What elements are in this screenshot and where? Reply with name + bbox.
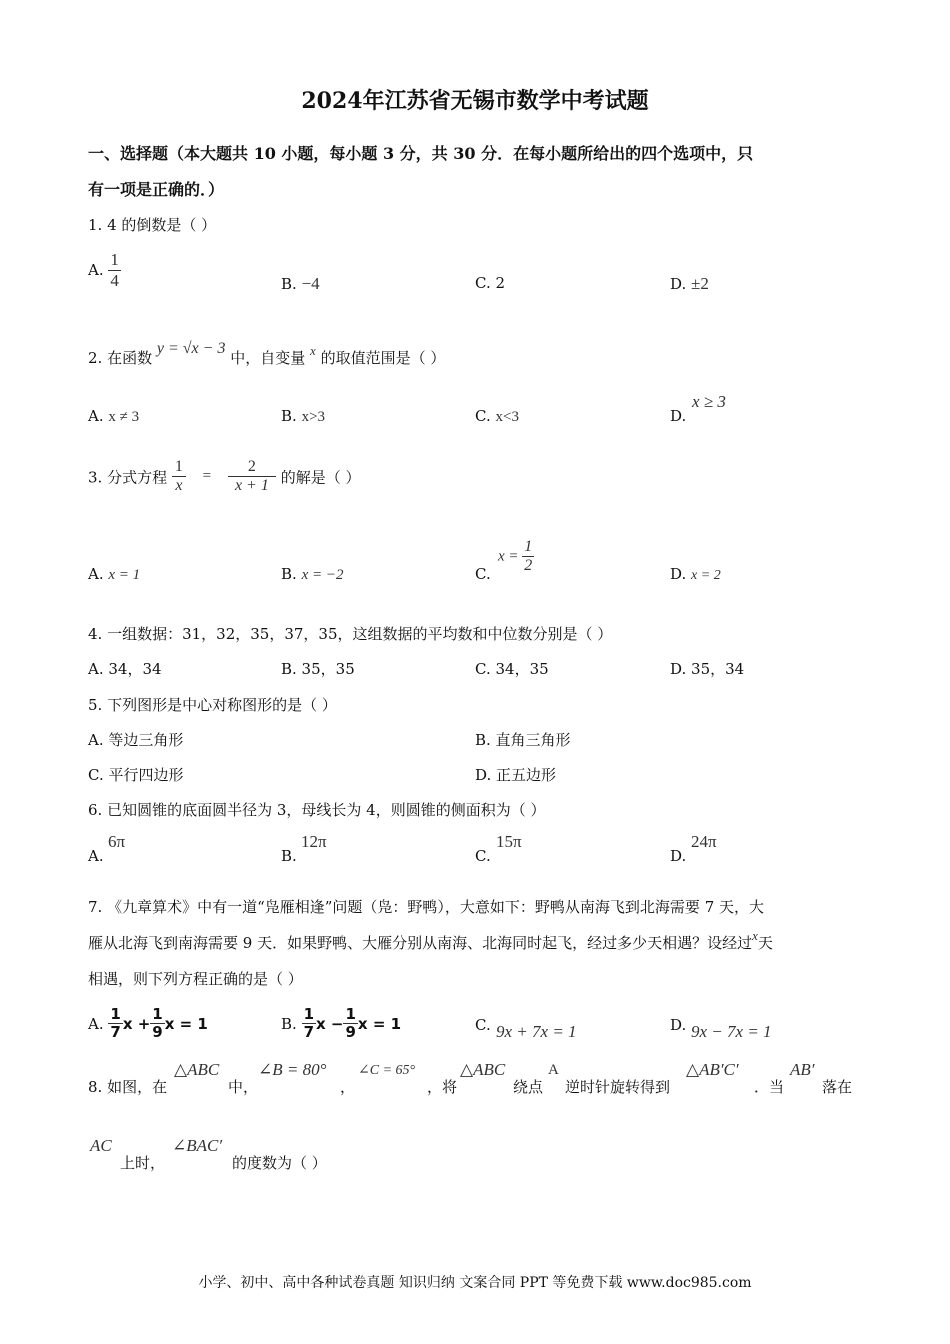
q7-option-a	[88, 1006, 208, 1042]
q8-text2: ，	[340, 1078, 356, 1096]
footer: 小学、初中、高中各种试卷真题 知识归纳 文案合同 PPT 等免费下载 www.doc985.com	[198, 1275, 752, 1291]
q2-option-a	[88, 407, 139, 426]
q7-b-den1: 7	[303, 1023, 315, 1042]
q7-option-d-label: D.	[670, 1016, 687, 1034]
q7-b-num1: 1	[303, 1005, 315, 1023]
q2-c-label: C.	[475, 407, 491, 425]
q2-b-label: B.	[281, 407, 297, 425]
q7-a-end: x = 1	[164, 1014, 208, 1033]
q7-line2-b: 天	[757, 934, 773, 952]
q7-a-den2: 9	[152, 1023, 163, 1042]
q6-stem: 6. 已知圆锥的底面圆半径为 3，母线长为 4，则圆锥的侧面积为（ ）	[88, 801, 546, 819]
q7-b-end: x = 1	[357, 1014, 402, 1033]
q8-text6: ．当	[754, 1078, 785, 1096]
q8-point-a: A	[548, 1062, 559, 1078]
q8-text7: 落在	[822, 1078, 853, 1096]
q6-option-a-label: A.	[88, 847, 104, 865]
section-heading-line1: 一、选择题（本大题共 10 小题，每小题 3 分，共 30 分．在每小题所给出的四个选项中，只	[88, 144, 754, 163]
q7-a-num2: 1	[152, 1005, 163, 1023]
q8-angle-b: ∠B = 80°	[258, 1060, 327, 1079]
q3-c-numerator: 1	[522, 538, 534, 557]
q3-lhs-denominator: x	[175, 477, 183, 495]
section-heading-line2: 有一项是正确的．）	[88, 180, 225, 199]
q1-d-value: ±2	[691, 274, 709, 293]
q3-b-label: B.	[281, 565, 297, 583]
q7-option-d-value: 9x − 7x = 1	[691, 1022, 772, 1041]
q7-option-b	[281, 1006, 401, 1042]
q8-segment-ac: AC	[90, 1136, 112, 1155]
q2-function: y = √x − 3	[156, 340, 226, 357]
q1-b-label: B.	[281, 275, 297, 293]
q3-option-c-value	[498, 538, 534, 576]
q3-option-a	[88, 565, 140, 584]
q7-a-num1: 1	[110, 1005, 121, 1023]
q8-segment-ab-prime: AB′	[790, 1060, 815, 1079]
q3-d-value: x = 2	[691, 568, 721, 583]
q7-line1: 7. 《九章算术》中有一道“凫雁相逢”问题（凫：野鸭），大意如下：野鸭从南海飞到北海需要 7 天，大	[88, 898, 765, 916]
q2-c-value: x<3	[495, 409, 519, 425]
q3-rhs-numerator: 2	[228, 458, 276, 477]
q8-text3: ，将	[427, 1078, 458, 1096]
q2-option-d-value: x ≥ 3	[692, 392, 726, 411]
q3-a-label: A.	[88, 565, 104, 583]
q2-b-value: x>3	[301, 409, 326, 425]
q2-mid: 中，自变量	[230, 349, 306, 367]
q8-text9: 的度数为（ ）	[232, 1154, 327, 1172]
page-title: 2024年江苏省无锡市数学中考试题	[301, 88, 649, 114]
q3-rhs-fraction	[228, 458, 276, 496]
q7-a-den1: 7	[110, 1023, 121, 1042]
q7-b-den2: 9	[345, 1023, 356, 1042]
q1-d-label: D.	[670, 275, 687, 293]
q3-stem	[88, 458, 360, 496]
q2-stem	[88, 340, 446, 368]
q2-post: 的取值范围是（ ）	[320, 349, 446, 367]
q4-stem: 4. 一组数据：31，32，35，37，35，这组数据的平均数和中位数分别是（ ）	[88, 625, 613, 643]
q8-triangle-rotated: △AB′C′	[686, 1060, 739, 1079]
q2-option-c	[475, 407, 519, 426]
q2-a-value: x ≠ 3	[108, 409, 140, 425]
q1-a-denominator: 4	[110, 270, 119, 290]
q3-lhs-fraction	[172, 458, 186, 496]
q2-pre: 2. 在函数	[88, 349, 153, 367]
q3-lhs-numerator: 1	[172, 458, 186, 477]
q3-b-value: x = −2	[301, 567, 344, 583]
q1-option-b	[281, 274, 320, 294]
q2-variable: x	[310, 343, 316, 358]
q5-option-b: B. 直角三角形	[475, 731, 571, 749]
q7-a-middle: x +	[122, 1014, 151, 1033]
q8-angle-c: ∠C = 65°	[358, 1063, 416, 1078]
q1-option-a	[88, 250, 121, 290]
q7-b-label: B.	[281, 1014, 297, 1033]
q3-rhs-denominator: x + 1	[234, 477, 269, 495]
q8-triangle-abc: △ABC	[174, 1060, 220, 1079]
q8-angle-bac-prime: ∠BAC′	[172, 1136, 223, 1155]
q7-a-label: A.	[88, 1014, 104, 1033]
q3-c-pre: x =	[498, 548, 519, 565]
q5-option-d: D. 正五边形	[475, 766, 557, 784]
q6-option-d-value: 24π	[691, 832, 717, 851]
q1-option-c: C. 2	[475, 274, 506, 292]
q4-option-d: D. 35，34	[670, 660, 745, 678]
q3-post: 的解是（ ）	[280, 468, 361, 487]
q8-text4: 绕点	[513, 1078, 544, 1096]
q2-a-label: A.	[88, 407, 104, 425]
q3-equals: =	[202, 468, 212, 485]
q1-stem: 1. 4 的倒数是（ ）	[88, 216, 217, 234]
q8-text1: 中，	[228, 1078, 259, 1096]
q2-option-d-label: D.	[670, 407, 687, 425]
q1-a-label: A.	[88, 261, 104, 280]
q8-text5: 逆时针旋转得到	[565, 1078, 671, 1096]
q7-b-fraction2	[343, 1006, 357, 1042]
q4-option-c: C. 34，35	[475, 660, 549, 678]
q5-stem: 5. 下列图形是中心对称图形的是（ ）	[88, 696, 337, 714]
q1-a-fraction	[108, 250, 121, 290]
q7-a-fraction1	[108, 1006, 122, 1042]
q3-c-denominator: 2	[524, 557, 533, 575]
q3-option-d	[670, 565, 721, 584]
q8-text8: 上时，	[120, 1154, 166, 1172]
q1-b-value: −4	[301, 274, 320, 293]
q7-line3: 相遇，则下列方程正确的是（ ）	[88, 970, 303, 988]
q6-option-a-value: 6π	[108, 832, 126, 851]
q6-option-b-value: 12π	[301, 832, 327, 851]
q6-option-c-value: 15π	[496, 832, 522, 851]
q8-pre: 8. 如图，在	[88, 1078, 168, 1096]
q3-option-b	[281, 565, 343, 584]
q2-option-b	[281, 407, 325, 426]
q5-option-a: A. 等边三角形	[88, 731, 184, 749]
q3-d-label: D.	[670, 565, 687, 583]
q1-option-d	[670, 274, 709, 294]
q4-option-a: A. 34，34	[88, 660, 162, 678]
q7-line2-a: 雁从北海飞到南海需要 9 天．如果野鸭、大雁分别从南海、北海同时起飞，经过多少天相遇？设经过	[88, 934, 753, 952]
q4-option-b: B. 35，35	[281, 660, 355, 678]
q6-option-c-label: C.	[475, 847, 491, 865]
q7-option-c-value: 9x + 7x = 1	[496, 1022, 577, 1041]
q3-a-value: x = 1	[108, 567, 141, 583]
q7-b-num2: 1	[345, 1005, 356, 1023]
q7-variable: x	[752, 928, 758, 943]
q3-option-c-label: C.	[475, 565, 491, 583]
q3-pre: 3. 分式方程	[88, 468, 168, 487]
q7-line2	[88, 928, 773, 953]
q8-triangle-abc-2: △ABC	[460, 1060, 506, 1079]
q6-option-d-label: D.	[670, 847, 687, 865]
q1-a-numerator: 1	[110, 250, 119, 269]
q5-option-c: C. 平行四边形	[88, 766, 184, 784]
q7-option-c-label: C.	[475, 1016, 491, 1034]
q7-a-fraction2	[150, 1006, 164, 1042]
q6-option-b-label: B.	[281, 847, 297, 865]
q7-b-fraction1	[302, 1006, 316, 1042]
q3-c-fraction	[522, 538, 534, 576]
q7-b-middle: x −	[316, 1014, 344, 1033]
